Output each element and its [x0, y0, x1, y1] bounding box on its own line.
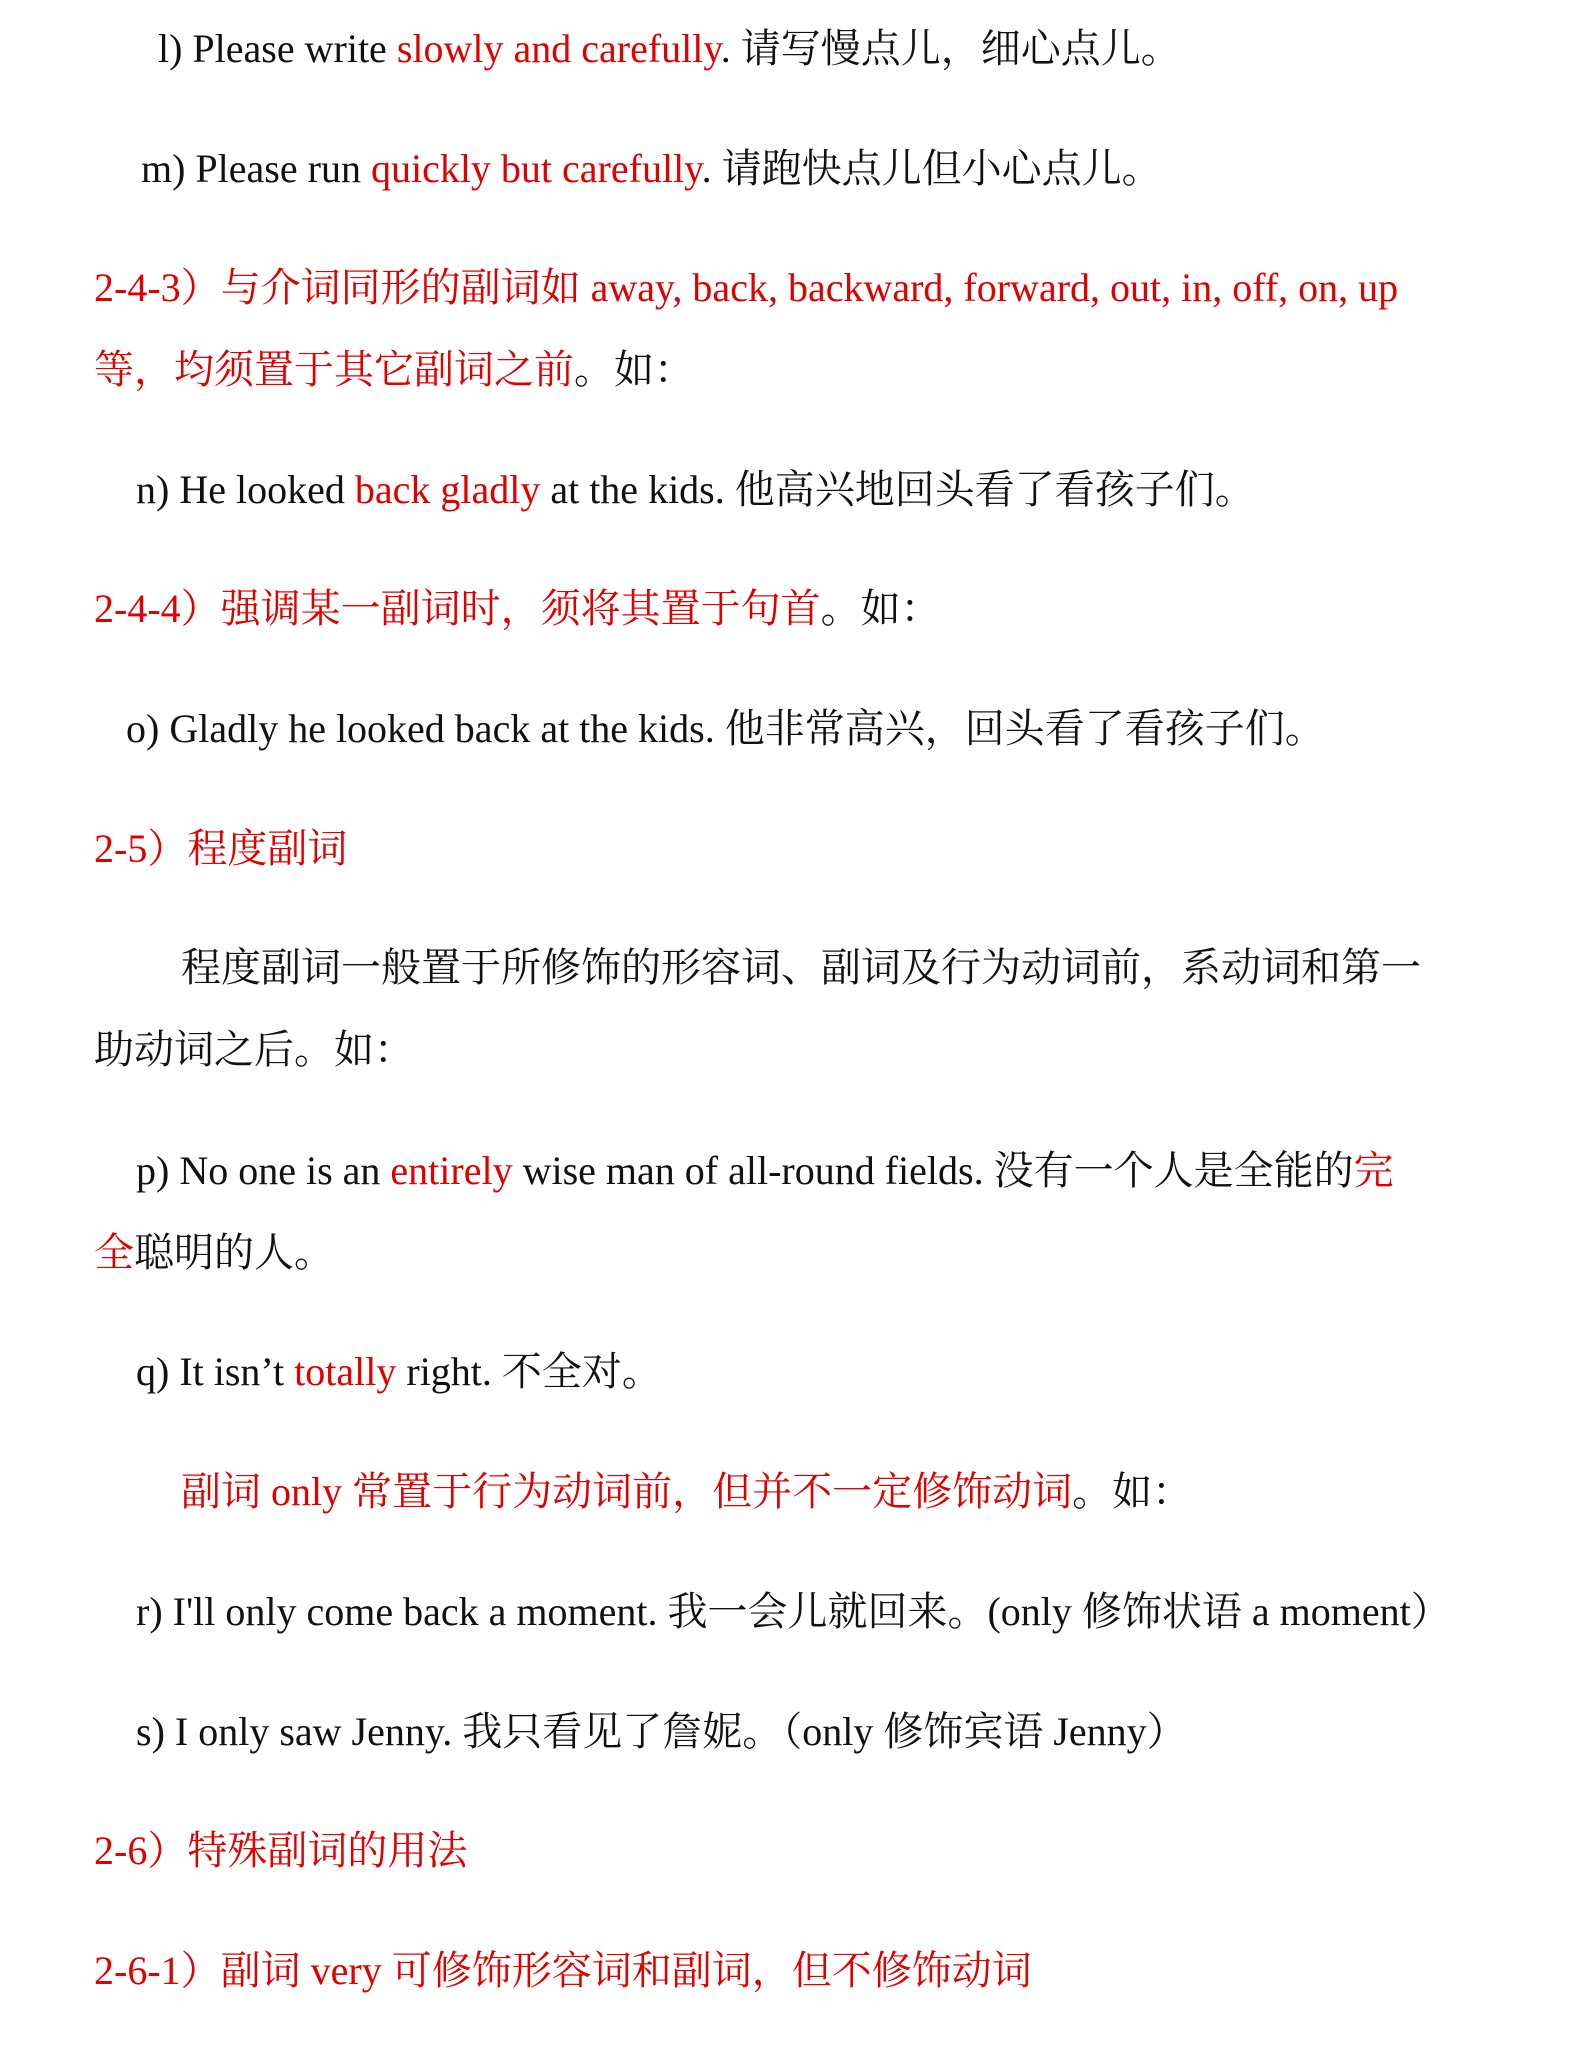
example-text: . 请跑快点儿但小心点儿。: [701, 146, 1162, 191]
only-note: [181, 1464, 1192, 1520]
example-text: l) Please write: [158, 26, 397, 71]
example-p-cont: [94, 1225, 334, 1281]
example-l: [158, 21, 1181, 77]
heading-suffix: 。如：: [574, 347, 694, 392]
example-text: p) No one is an: [136, 1148, 391, 1193]
heading-2-4-3: 2-4-3）与介词同形的副词如 away, back, backward, forward, out, in, off, on, up: [94, 265, 1399, 310]
highlight-text: 2-4-4）强调某一副词时，须将其置于句首: [94, 586, 821, 631]
heading-2-4-4: [94, 581, 941, 637]
example-q: [136, 1344, 662, 1400]
paragraph-line-2: 助动词之后。如：: [94, 1027, 414, 1072]
example-s: s) I only saw Jenny. 我只看见了詹妮。（only 修饰宾语 Jenny）: [136, 1709, 1187, 1754]
highlight-text: 完: [1353, 1148, 1394, 1193]
example-p: [136, 1143, 1394, 1199]
heading-2-6: 2-6）特殊副词的用法: [94, 1828, 468, 1873]
highlight-text: back gladly: [354, 467, 541, 512]
highlight-text: 副词 only 常置于行为动词前，但并不一定修饰动词: [181, 1469, 1073, 1514]
highlight-text: slowly and carefully: [396, 26, 721, 71]
highlight-text: entirely: [390, 1148, 513, 1193]
heading-2-6-1: 2-6-1）副词 very 可修饰形容词和副词，但不修饰动词: [94, 1948, 1032, 1993]
heading-2-4-3-cont: [94, 342, 694, 398]
example-text: right. 不全对。: [396, 1349, 662, 1394]
example-text: wise man of all-round fields. 没有一个人是全能的: [512, 1148, 1354, 1193]
highlight-text: quickly but carefully: [370, 146, 702, 191]
heading-2-5: 2-5）程度副词: [94, 826, 348, 871]
example-text: n) He looked: [136, 467, 355, 512]
example-n: [136, 462, 1255, 518]
highlight-text: totally: [294, 1349, 397, 1394]
example-text: . 请写慢点儿，细心点儿。: [720, 26, 1181, 71]
note-suffix: 。如：: [1072, 1469, 1193, 1514]
highlight-text: 等，均须置于其它副词之前: [94, 347, 574, 392]
example-m: [141, 141, 1162, 197]
paragraph-line-1: 程度副词一般置于所修饰的形容词、副词及行为动词前，系动词和第一: [181, 945, 1421, 990]
heading-suffix: 。如：: [820, 586, 941, 631]
example-text: at the kids. 他高兴地回头看了看孩子们。: [540, 467, 1255, 512]
example-text: m) Please run: [141, 146, 371, 191]
example-text: q) It isn’t: [136, 1349, 295, 1394]
example-o: o) Gladly he looked back at the kids. 他非常高兴，回头看了看孩子们。: [126, 706, 1325, 751]
highlight-text: 全: [94, 1230, 134, 1275]
example-r: r) I'll only come back a moment. 我一会儿就回来。(only 修饰状语 a moment）: [136, 1589, 1451, 1634]
example-text: 聪明的人。: [134, 1230, 334, 1275]
